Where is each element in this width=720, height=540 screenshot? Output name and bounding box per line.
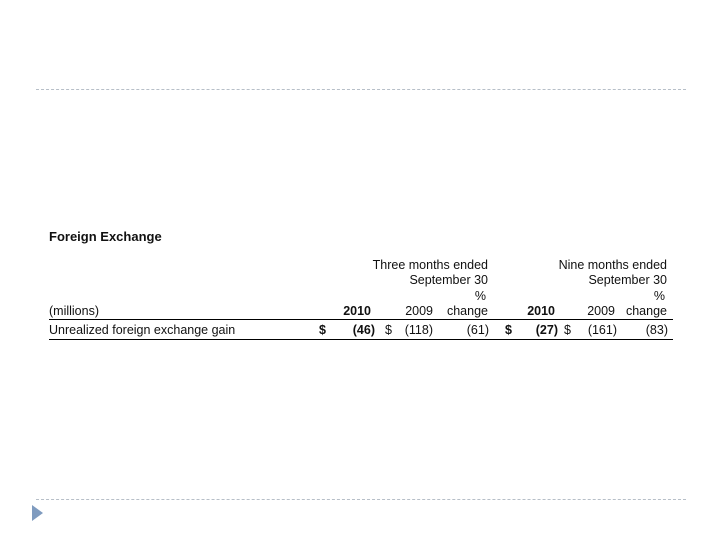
nine-months-header-line1: Nine months ended — [558, 258, 667, 272]
three-months-header-line2: September 30 — [409, 273, 488, 287]
q-change-header: change — [446, 304, 488, 318]
n2010-header: 2010 — [527, 304, 555, 318]
top-divider — [36, 89, 686, 90]
bottom-divider — [36, 499, 686, 500]
n2009-value: (161) — [587, 323, 617, 337]
play-triangle-icon — [32, 505, 43, 521]
q2010-value: (46) — [352, 323, 375, 337]
q-change-value: (61) — [466, 323, 489, 337]
q2009-header: 2009 — [405, 304, 433, 318]
n-change-header: change — [625, 304, 667, 318]
q2010-currency-symbol: $ — [319, 323, 326, 337]
header-rule — [49, 319, 673, 320]
foreign-exchange-table — [49, 258, 673, 342]
units-header: (millions) — [49, 304, 99, 318]
nine-months-header-line2: September 30 — [588, 273, 667, 287]
q2009-value: (118) — [404, 323, 433, 337]
three-months-pct-symbol: % — [474, 289, 486, 303]
n2009-currency-symbol: $ — [564, 323, 571, 337]
n-change-value: (83) — [645, 323, 668, 337]
row-label: Unrealized foreign exchange gain — [49, 323, 236, 337]
n2010-currency-symbol: $ — [505, 323, 512, 337]
q2009-currency-symbol: $ — [385, 323, 392, 337]
q2010-header: 2010 — [343, 304, 371, 318]
nine-months-pct-symbol: % — [653, 289, 665, 303]
three-months-header-line1: Three months ended — [372, 258, 488, 272]
section-title: Foreign Exchange — [49, 229, 162, 244]
bottom-rule — [49, 339, 673, 340]
n2009-header: 2009 — [587, 304, 615, 318]
n2010-value: (27) — [535, 323, 558, 337]
